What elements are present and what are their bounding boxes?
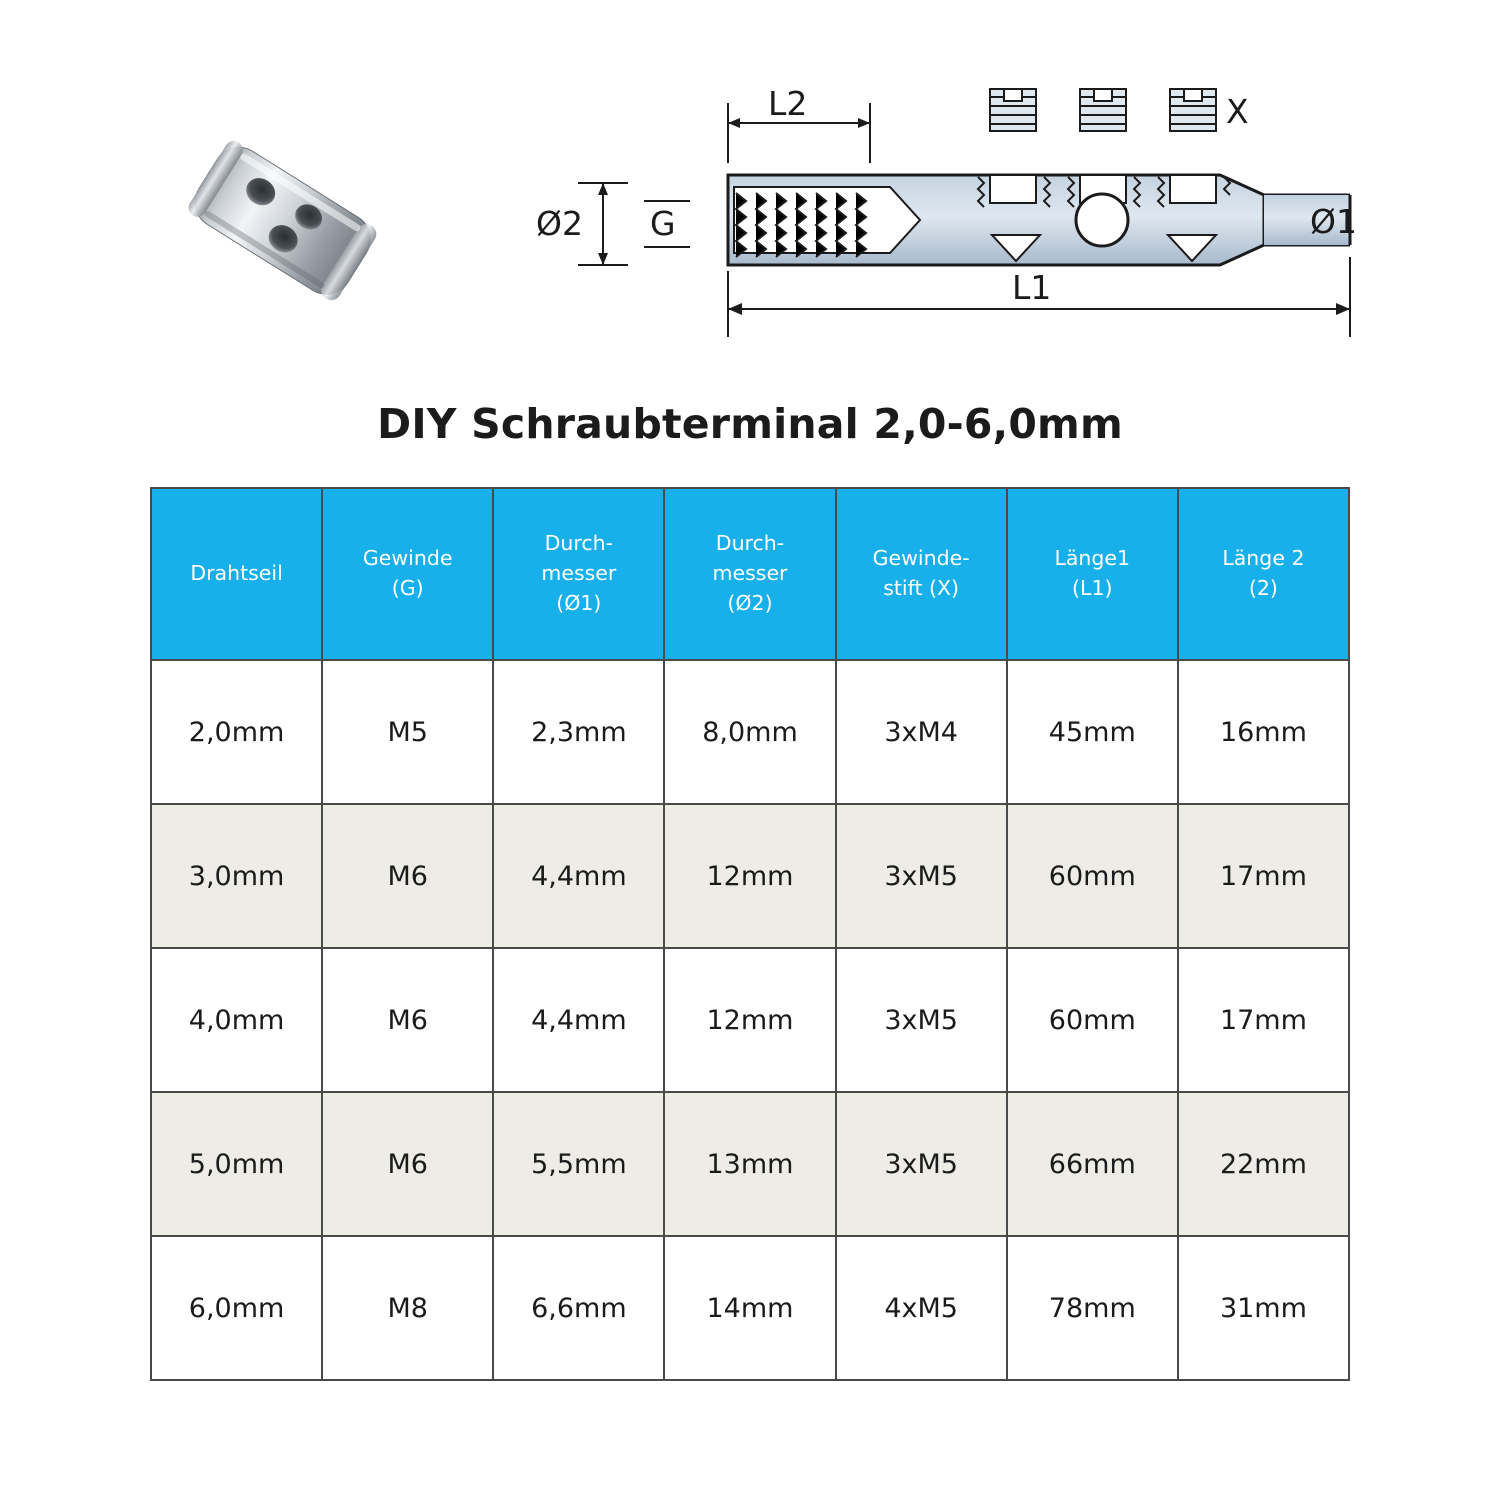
cell: 78mm [1007,1236,1178,1380]
cell: 3xM5 [836,948,1007,1092]
header-line: (2) [1248,576,1278,600]
header-line: Drahtseil [190,561,283,586]
col-header-gewinde [322,488,493,660]
cell: 3xM4 [836,660,1007,804]
header-line: Durch- [544,531,614,556]
header-line: stift (X) [883,576,960,600]
label-l1: L1 [1012,268,1052,307]
header-line: Länge 2 [1222,546,1305,571]
header-line: (G) [391,576,424,600]
col-header-laenge-1 [1007,488,1178,660]
dim-d2 [578,183,628,265]
table-row [151,948,1349,1092]
label-g: G [650,204,676,243]
screw-terminal-photo-svg [150,85,410,365]
cell: 8,0mm [664,660,835,804]
grub-screws [990,89,1216,131]
cell: 12mm [664,948,835,1092]
header-line: messer [712,561,788,586]
terminal-body [728,175,1350,265]
table-row [151,804,1349,948]
col-header-durchmesser-2 [664,488,835,660]
cell: 2,3mm [493,660,664,804]
cell: 45mm [1007,660,1178,804]
col-header-durchmesser-1 [493,488,664,660]
spec-table-wrapper [150,487,1350,1381]
cell: 3xM5 [836,1092,1007,1236]
technical-drawing-svg [520,75,1380,365]
cell: M6 [322,1092,493,1236]
header-row [151,488,1349,660]
cell: 16mm [1178,660,1349,804]
technical-drawing [520,75,1380,365]
header-line: Durch- [715,531,785,556]
cell: 12mm [664,804,835,948]
header-line: Gewinde- [872,546,970,571]
product-photo [150,85,410,365]
page-title: DIY Schraubterminal 2,0-6,0mm [377,400,1123,448]
col-header-gewindestift [836,488,1007,660]
spec-table-head [151,488,1349,660]
cell: 4,4mm [493,948,664,1092]
cell: 6,0mm [151,1236,322,1380]
cell: 60mm [1007,804,1178,948]
header-line: Länge1 [1054,546,1131,571]
cell: 4xM5 [836,1236,1007,1380]
col-header-laenge-2 [1178,488,1349,660]
header-line: (Ø2) [727,590,773,615]
cell: 5,0mm [151,1092,322,1236]
cell: 4,4mm [493,804,664,948]
cell: M6 [322,948,493,1092]
cell: 14mm [664,1236,835,1380]
header-line: Gewinde [362,546,453,571]
table-row [151,1092,1349,1236]
col-header-drahtseil [151,488,322,660]
label-d2: Ø2 [536,204,583,243]
label-x: X [1226,92,1249,131]
spec-table-body [151,660,1349,1380]
cell: 17mm [1178,804,1349,948]
cell: 6,6mm [493,1236,664,1380]
header-line: (L1) [1072,576,1113,600]
cell: 2,0mm [151,660,322,804]
cell: M8 [322,1236,493,1380]
table-row [151,1236,1349,1380]
cell: M5 [322,660,493,804]
cell: 13mm [664,1092,835,1236]
cell: 3xM5 [836,804,1007,948]
cell: 31mm [1178,1236,1349,1380]
table-row [151,660,1349,804]
cell: M6 [322,804,493,948]
label-l2: L2 [768,84,808,123]
spec-table [150,487,1350,1381]
header-line: messer [541,561,617,586]
header-line: (Ø1) [556,590,602,615]
cell: 5,5mm [493,1092,664,1236]
cell: 3,0mm [151,804,322,948]
cell: 66mm [1007,1092,1178,1236]
cell: 17mm [1178,948,1349,1092]
cell: 4,0mm [151,948,322,1092]
cell: 22mm [1178,1092,1349,1236]
label-d1: Ø1 [1310,202,1357,241]
illustration-area [0,0,1500,380]
cell: 60mm [1007,948,1178,1092]
